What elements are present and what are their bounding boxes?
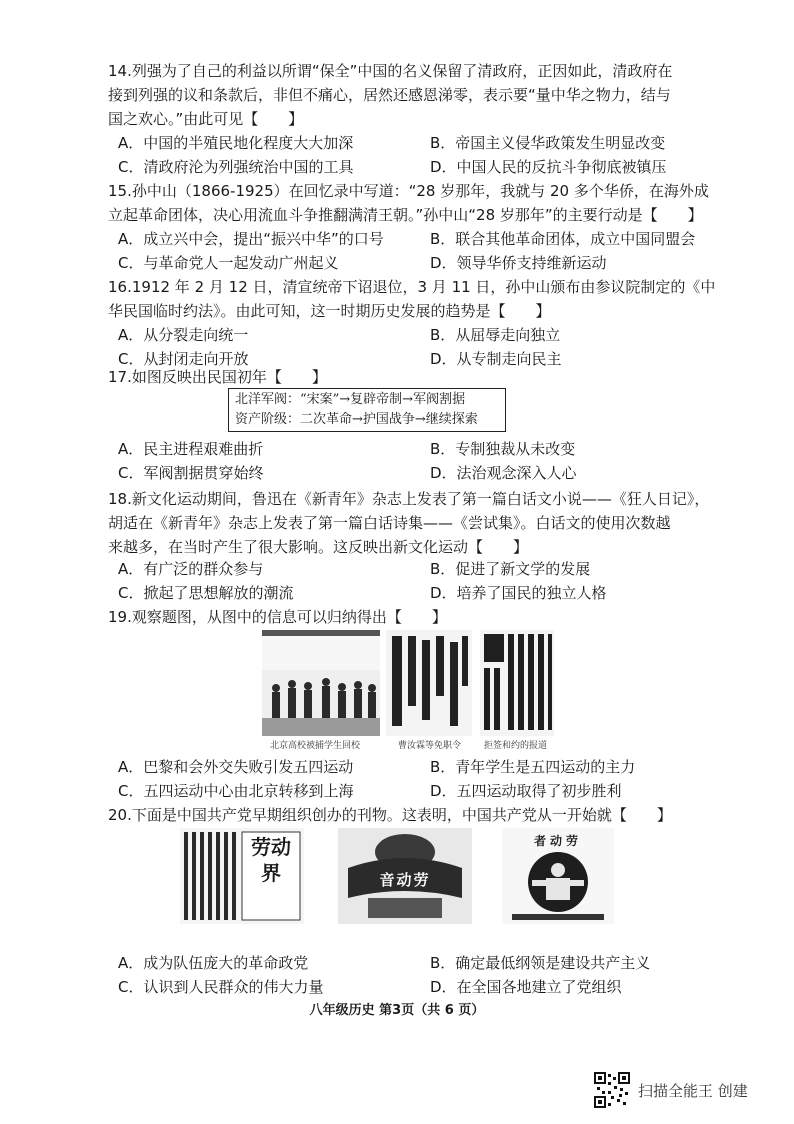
q20-option-c: C．认识到人民群众的伟大力量 (118, 978, 324, 996)
q18-option-d: D．培养了国民的独立人格 (430, 584, 607, 602)
q19-option-d: D．五四运动取得了初步胜利 (430, 782, 622, 800)
q16-option-a: A．从分裂走向统一 (118, 326, 249, 344)
q17-option-a: A．民主进程艰难曲折 (118, 440, 264, 458)
q18-stem-line3: 来越多，在当时产生了很大影响。这反映出新文化运动【 】 (108, 538, 529, 556)
q17-flow-box (228, 388, 506, 432)
q16-option-d: D．从专制走向民主 (430, 350, 562, 368)
q19-dismissal-order-image (386, 630, 472, 736)
q17-stem-line1: 17.如图反映出民国初年【 】 (108, 368, 327, 386)
q19-option-a: A．巴黎和会外交失败引发五四运动 (118, 758, 354, 776)
q20-mag2-title: 劳动音 (379, 871, 431, 889)
q17-box-row2: 资产阶级：二次革命→护国战争→继续探索 (235, 412, 478, 427)
q19-caption-3: 拒签和约的报道 (484, 741, 548, 751)
q19-newspaper-report-image (480, 630, 554, 736)
q18-option-c: C．掀起了思想解放的潮流 (118, 584, 294, 602)
q14-stem-line3: 国之欢心。”由此可见【 】 (108, 110, 304, 128)
q14-option-a: A．中国的半殖民地化程度大大加深 (118, 134, 354, 152)
q14-stem-line1: 14.列强为了自己的利益以所谓“保全”中国的名义保留了清政府，正因如此，清政府在 (108, 62, 673, 80)
q14-stem-line2: 接到列强的议和条款后，非但不痛心，居然还感恩涕零，表示要“量中华之物力，结与 (108, 86, 671, 104)
q17-option-c: C．军阀割据贯穿始终 (118, 464, 264, 482)
q16-option-b: B．从屈辱走向独立 (430, 326, 561, 344)
q15-stem-line1: 15.孙中山（1866-1925）在回忆录中写道：“28 岁那年，我就与 20 多个华侨，在海外成 (108, 182, 709, 200)
qr-code-icon (594, 1072, 630, 1108)
q15-stem-line2: 立起革命团体，决心用流血斗争推翻满清王朝。”孙中山“28 岁那年”的主要行动是【 】 (108, 206, 703, 224)
q14-option-b: B．帝国主义侵华政策发生明显改变 (430, 134, 666, 152)
q20-option-b: B．确定最低纲领是建设共产主义 (430, 954, 651, 972)
q14-option-d: D．中国人民的反抗斗争彻底被镇压 (430, 158, 667, 176)
q17-option-b: B．专制独裁从未改变 (430, 440, 576, 458)
q19-option-b: B．青年学生是五四运动的主力 (430, 758, 636, 776)
q15-option-c: C．与革命党人一起发动广州起义 (118, 254, 339, 272)
q18-stem-line1: 18.新文化运动期间，鲁迅在《新青年》杂志上发表了第一篇白话文小说——《狂人日记》， (108, 490, 710, 508)
q18-option-a: A．有广泛的群众参与 (118, 560, 264, 578)
q18-option-b: B．促进了新文学的发展 (430, 560, 591, 578)
q15-option-b: B．联合其他革命团体，成立中国同盟会 (430, 230, 696, 248)
q17-option-d: D．法治观念深入人心 (430, 464, 577, 482)
q19-photo-students (262, 630, 380, 736)
q16-stem-line2: 华民国临时约法》。由此可知，这一时期历史发展的趋势是【 】 (108, 302, 551, 320)
q16-stem-line1: 16.1912 年 2 月 12 日，清宣统帝下诏退位，3 月 11 日，孙中山颁布由参议院制定的《中 (108, 278, 716, 296)
q19-caption-1: 北京高校被捕学生回校 (270, 741, 361, 751)
q17-box-row1: 北洋军阀：“宋案”→复辟帝制→军阀割据 (235, 392, 466, 407)
q15-option-d: D．领导华侨支持维新运动 (430, 254, 607, 272)
q20-stem-line1: 20.下面是中国共产党早期组织创办的刊物。这表明，中国共产党从一开始就【 】 (108, 806, 672, 824)
q19-stem-line1: 19.观察题图，从图中的信息可以归纳得出【 】 (108, 608, 447, 626)
q14-option-c: C．清政府沦为列强统治中国的工具 (118, 158, 354, 176)
q19-option-c: C．五四运动中心由北京转移到上海 (118, 782, 354, 800)
scanner-watermark: 扫描全能王 创建 (638, 1082, 748, 1100)
q19-caption-2: 曹汝霖等免职令 (398, 741, 462, 751)
q20-magazine-laodongzhe (502, 828, 614, 924)
page-footer: 八年级历史 第3页（共 6 页） (309, 1003, 485, 1018)
q20-option-d: D．在全国各地建立了党组织 (430, 978, 622, 996)
q20-mag3-title: 劳动者 (533, 834, 582, 848)
q20-mag1-title: 劳动界 (251, 835, 291, 885)
q15-option-a: A．成立兴中会，提出“振兴中华”的口号 (118, 230, 384, 248)
q18-stem-line2: 胡适在《新青年》杂志上发表了第一篇白话诗集——《尝试集》。白话文的使用次数越 (108, 514, 671, 532)
q16-option-c: C．从封闭走向开放 (118, 350, 249, 368)
q20-magazine-laodongyin (338, 828, 472, 924)
q20-option-a: A．成为队伍庞大的革命政党 (118, 954, 309, 972)
q20-magazine-laodongjie (180, 828, 304, 924)
